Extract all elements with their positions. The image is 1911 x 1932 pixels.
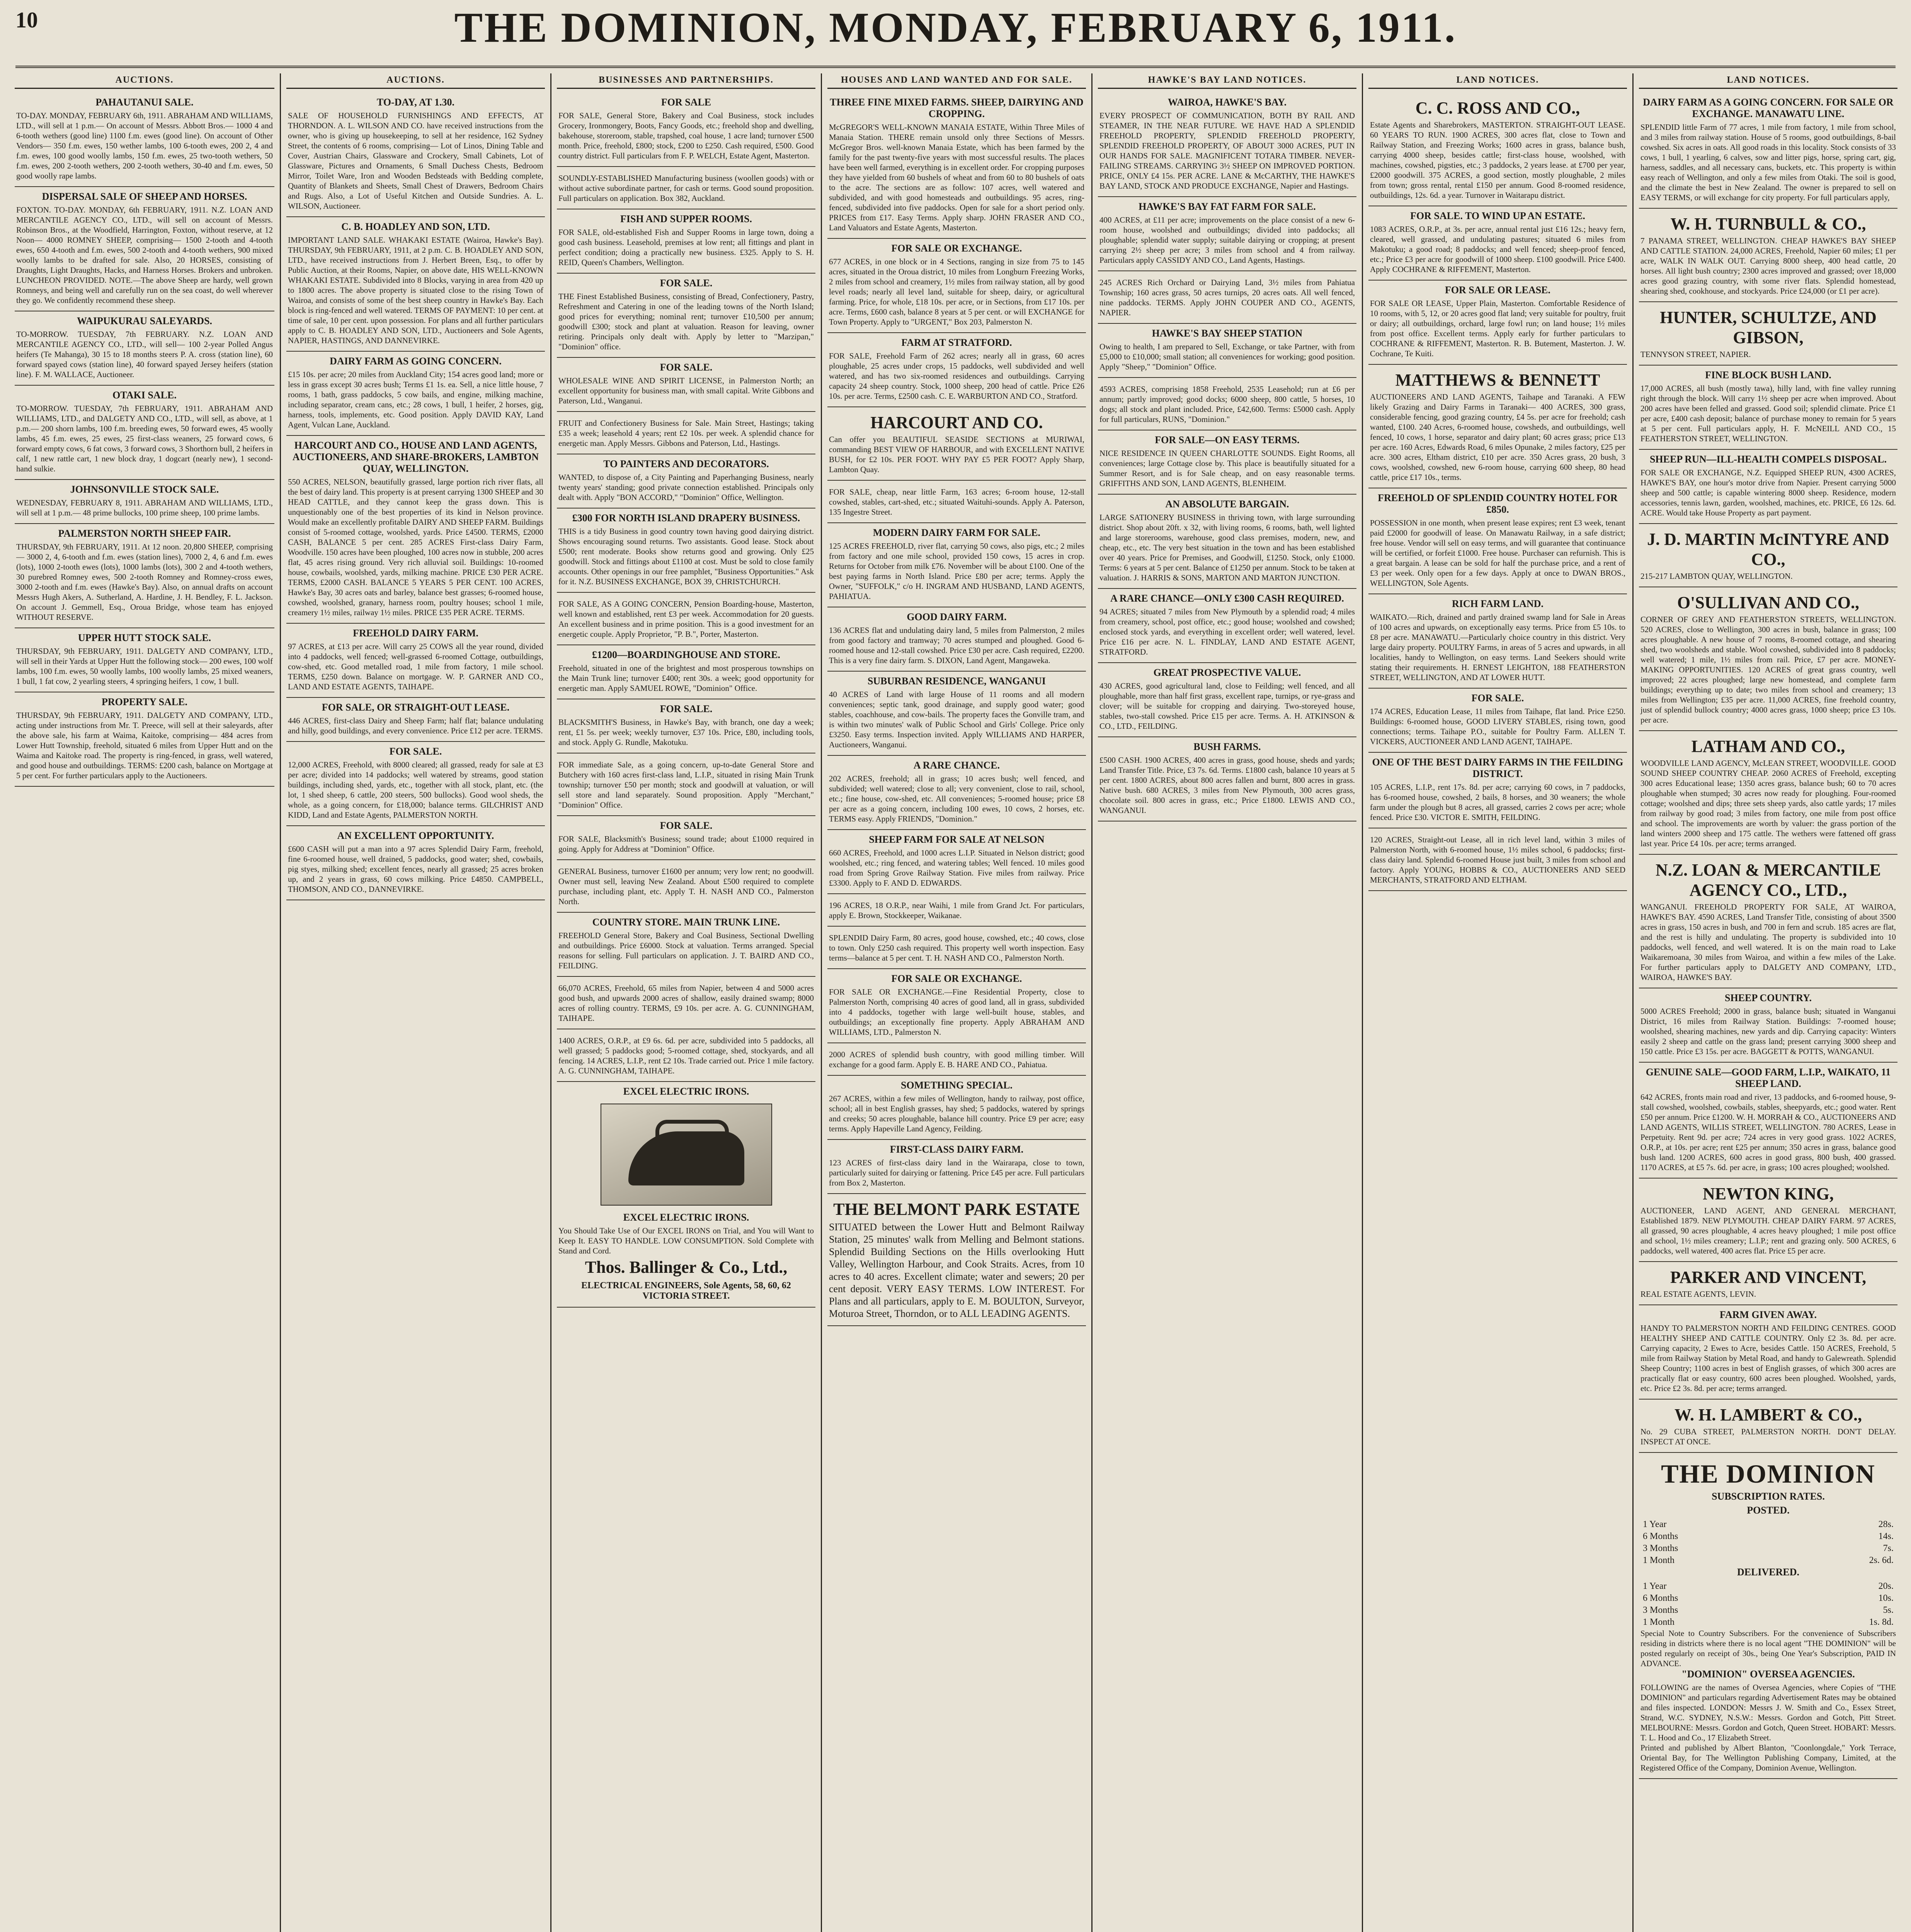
ad-title: LATHAM AND CO.,	[1691, 737, 1845, 756]
ad-body: 215-217 LAMBTON QUAY, WELLINGTON.	[1640, 571, 1793, 581]
classified-ad	[286, 93, 545, 217]
rate-period: 1 Month	[1643, 1555, 1675, 1565]
ad-title: WAIPUKURAU SALEYARDS.	[77, 315, 213, 327]
ad-body: Freehold, situated in one of the brightest and most prosperous townships on the Main Trunk line; turnover £400; rent 30s. a week; good opportunity for energetic man. Apply SAMUEL ROWE, "Dominion" Office.	[558, 663, 814, 693]
classified-ad	[827, 756, 1086, 830]
table-row	[1640, 1531, 1896, 1543]
classified-ad	[1368, 753, 1627, 828]
classified-ad	[1368, 206, 1627, 281]
ad-body: 7 PANAMA STREET, WELLINGTON. CHEAP HAWKE'S BAY SHEEP AND CATTLE STATION. 24,000 ACRES, Freehold, Napier 60 miles; £1 per acre, WALK IN WALK OUT. Carrying 8000 sheep, 400 head cattle, 20 horses. All light bush country; 2300 acres improved and grassed; over 18,000 acres good grazing country, with some river flats. Splendid homestead, shearing shed, cookhouse, and stockyards. Price £24,000 (or £1 per acre).	[1640, 236, 1896, 296]
ad-body: CORNER OF GREY AND FEATHERSTON STREETS, WELLINGTON. 520 ACRES, close to Wellington, 300 acres in bush, balance in grass; 100 acres ploughable. A new house of 7 rooms, 8-roomed cottage, and shearing shed, two woolsheds and stable. Wool cowshed, subdivided into 8 paddocks; well watered; 1 mile, 1½ miles from rail. Price, £7 per acre. MONEY-MAKING OPPORTUNITIES. 120 ACRES of great grass country, well improved; 22 acres ploughed; large new homestead, and complete farm buildings; everything up to date; two miles from school and creamery; 13 miles from Wellington; £35 per acre. 11,000 ACRES, fine freehold country, just of splendid bullock country; 4000 acres grass, 1000 sheep; price £3 10s. per acre.	[1640, 615, 1896, 724]
classified-ad	[827, 1076, 1086, 1140]
classified-ad	[827, 333, 1086, 407]
classified-ad	[557, 593, 815, 645]
masthead-rule	[15, 66, 1896, 68]
rate-period: 3 Months	[1643, 1605, 1678, 1615]
ad-body: WANGANUI. FREEHOLD PROPERTY FOR SALE, AT WAIROA, HAWKE'S BAY. 4590 ACRES, Land Transfer Title, consisting of about 3500 acres in grass, 150 acres in bush, and 700 in fern and scrub. 185 acres are flat, and the rest is hilly and undulating. The property is subdivided into 10 paddocks, well fenced, and well watered. It is on the main road to Lake Waikaremoana, 30 miles from Wairoa, and within a few miles of the Lake. For further particulars apply to DALGETY AND COMPANY, LTD., WAIROA, HAWKE'S BAY.	[1640, 902, 1896, 982]
classified-ad	[1098, 663, 1356, 737]
classified-ad	[557, 860, 815, 913]
classified-ad	[827, 969, 1086, 1043]
ad-body: £600 CASH will put a man into a 97 acres Splendid Dairy Farm, freehold, fine 6-roomed house, well drained, 5 paddocks, good water; shed, cowbails, pig styes, milking shed; excellent fences, nearly all grassed; 25 acres broken up, and 2 years in grass, 60 cows milking. Price £4850. CAMPBELL, THOMSON, AND CO., DANNEVIRKE.	[288, 844, 543, 894]
classified-ad	[827, 1140, 1086, 1194]
ad-title: BUSH FARMS.	[1193, 741, 1261, 752]
classified-ad	[15, 311, 274, 386]
classified-ad	[557, 209, 815, 274]
ad-title: FOR SALE.	[389, 746, 442, 757]
ad-body: IMPORTANT LAND SALE. WHAKAKI ESTATE (Wairoa, Hawke's Bay). THURSDAY, 9th FEBRUARY, 1911, at 2 p.m. C. B. HOADLEY AND SON, LTD., have received instructions from J. Herbert Breen, Esq., to offer by Public Auction, at their Rooms, Napier, on above date, HIS WELL-KNOWN WHAKAKI ESTATE. Subdivided into 8 Blocks, varying in area from 420 up to 1800 acres. The above property is situated close to the rising Town of Wairoa, and consists of some of the best sheep country in Hawke's Bay. Each block is ring-fenced and well watered. TERMS OF PAYMENT: 10 per cent. at time of sale, 10 per cent. upon possession. For plans and all further particulars apply to C. B. HOADLEY AND SON, LTD., Auctioneers and Sole Agents, NAPIER, HASTINGS, AND DANNEVIRKE.	[288, 235, 543, 345]
rate-period: 6 Months	[1643, 1531, 1678, 1541]
classified-ad	[1639, 1063, 1897, 1179]
ad-body: No. 29 CUBA STREET, PALMERSTON NORTH. DON'T DELAY. INSPECT AT ONCE.	[1640, 1427, 1896, 1446]
classified-ad	[15, 93, 274, 187]
ad-body: BLACKSMITH'S Business, in Hawke's Bay, with branch, one day a week; rent, £1 5s. per week; weekly turnover, £37 10s. Price, £80, including tools, and stock. Apply G. Rundle, Makotuku.	[558, 718, 814, 747]
ad-body: TO-MORROW. TUESDAY, 7th FEBRUARY, 1911. ABRAHAM AND WILLIAMS, LTD., and DALGETY AND CO., LTD., will sell, as above, at 1 p.m.— 200 shorn lambs, 100 f.m. breeding ewes, 50 forward ewes, 45 woolly lambs, 45 f.m. ewes, 25 ewes, 25 first-class weaners, 25 forward cows, 6 forward empty cows, 6 fat cows, 3 forward cows, 3 Shorthorn bull, 2 heifers in calf, 1 new rattle cart, 1 new block dray, 1 dogcart (nearly new), 1 second-hand sulkie.	[16, 404, 273, 473]
ad-body: HANDY TO PALMERSTON NORTH AND FEILDING CENTRES. GOOD HEALTHY SHEEP AND CATTLE COUNTRY. Only £2 3s. 8d. per acre. Carrying capacity, 2 Ewes to Acre, besides Cattle. 150 ACRES, Freehold, 5 mile from Railway Station by Metal Road, and handy to Galewreath. Splendid Sheep Country; 1100 acres in best of English grasses, of which 300 acres are practically flat or easy country, 600 acres been ploughed. Woolshed, yards, etc. Price £2 3s. 8d. per acre; terms arranged.	[1640, 1323, 1896, 1393]
ad-body: TENNYSON STREET, NAPIER.	[1640, 350, 1751, 359]
ad-title: SHEEP RUN—ILL-HEALTH COMPELS DISPOSAL.	[1649, 454, 1887, 465]
ad-body: 12,000 ACRES, Freehold, with 8000 cleared; all grassed, ready for sale at £3 per acre; divided into 14 paddocks; well watered by streams, good station buildings, including shed, yards, etc., together with all stock, plant, etc. (the lot, 1 shed sheep, 6 cattle, 200 steers, 500 bullocks). Good wool sheds, the whole, as a going concern, for £18,000; balance terms. GILCHRIST AND KIDD, Land and Estate Agents, PALMERSTON NORTH.	[288, 760, 543, 820]
ad-body: AUCTIONEER, LAND AGENT, AND GENERAL MERCHANT, Established 1879. NEW PLYMOUTH. CHEAP DAIRY FARM. 97 ACRES, all grassed, 90 acres ploughable, 4 acres heavy ploughed; 1 mile post office and school, 1½ miles creamery; L.I.P.; rent and grazing only. 500 ACRES, 6 paddocks, well watered, 400 acres flat. Price £5 per acre.	[1640, 1206, 1896, 1255]
ad-body: FOR SALE, General Store, Bakery and Coal Business, stock includes Grocery, Ironmongery, Boots, Fancy Goods, etc.; freehold shop and dwelling, bakehouse, storeroom, stable, trapshed, coal house, 1 acre land; turnover £500 month. Price, freehold, £800; stock, £200 to £250. Cash required, £500. Good country district. Full particulars from F. P. WELCH, Estate Agent, Masterton.	[558, 111, 814, 160]
ad-body: 202 ACRES, freehold; all in grass; 10 acres bush; well fenced, and subdivided; well watered; close to all; very convenient, close to rail, school, etc.; fine house, cow-shed, etc. All conveniences; 5-roomed house; price £8 per acre as a going concern, including 100 ewes, 10 cows, 2 horses, etc. TERMS easy. Apply FRIENDS, "Dominion."	[829, 774, 1084, 823]
ad-body: £15 10s. per acre; 20 miles from Auckland City; 154 acres good land; more or less in grass except 30 acres bush; Terms £1 1s. ea. Sell, a nice little house, 7 rooms, 1 bath, grass paddocks, 5 cow bails, and engine, milking machine, including separator, cream cans, etc.; 28 cows, 1 bull, 1 heifer, 2 horses, gig, harness, tools, implements, etc. Good position. Apply DAVID KAY, Land Agent, Vulcan Lane, Auckland.	[288, 370, 543, 429]
ad-body: SPLENDID little Farm of 77 acres, 1 mile from factory, 1 mile from school, and 3 miles from railway station. House of 5 rooms, good outbuildings, 8-bail cowshed. Six acres in oats. All good roads in this locality. Stock consists of 33 cows, 1 bull, 1 yearling, 6 calves, sow and litter pigs, horse, spring cart, gig, harness, saddles, and all necessary cans, buckets, etc. This property is within easy reach of Wellington, and only a few miles from Otaki. The soil is good, and the climate the best in New Zealand. The owner is prepared to sell on EASY TERMS, or will exchange for city property. For full particulars apply,	[1640, 122, 1896, 202]
classified-ad	[1639, 450, 1897, 524]
ad-title: TO PAINTERS AND DECORATORS.	[603, 458, 769, 469]
ad-body: WHOLESALE WINE AND SPIRIT LICENSE, in Palmerston North; an excellent opportunity for business man, with small capital. Write Gibbons and Paterson, Ltd., Wanganui.	[558, 376, 814, 405]
ad-body: FRUIT and Confectionery Business for Sale. Main Street, Hastings; taking £35 a week; leasehold 4 years; rent £2 10s. per week. A splendid chance for energetic man. Apply Messrs. Gibbons and Paterson, Ltd., Hastings.	[558, 418, 814, 448]
ad-title: W. H. TURNBULL & CO.,	[1670, 214, 1866, 233]
ad-body: 196 ACRES, 18 O.R.P., near Waihi, 1 mile from Grand Jct. For particulars, apply E. Brown, Stockkeeper, Waikanae.	[829, 901, 1084, 920]
column-5	[1091, 73, 1362, 1932]
column-heading: AUCTIONS.	[286, 73, 545, 89]
ad-body: SPLENDID Dairy Farm, 80 acres, good house, cowshed, etc.; 40 cows, close to town. Only £250 cash required. This property well worth inspection. Easy terms—balance at 5 per cent. T. H. NASH AND CO., Palmerston North.	[829, 933, 1084, 963]
ad-title: A RARE CHANCE.	[913, 760, 1000, 771]
classified-ad	[557, 274, 815, 358]
iron-ad-body: You Should Take Use of Our EXCEL IRONS on Trial, and You will Want to Keep It. EASY TO HANDLE. LOW CONSUMPTION. Sold Complete with Stand and Cord.	[558, 1226, 814, 1255]
classified-ad	[557, 412, 815, 454]
rate-price: 7s.	[1883, 1543, 1894, 1553]
classified-ad	[1639, 1305, 1897, 1400]
ad-body: NICE RESIDENCE IN QUEEN CHARLOTTE SOUNDS. Eight Rooms, all conveniences; large Cottage close by. This place is beautifully situated for a Summer Resort, and is for Sale cheap, and on easy reasonable terms. GRIFFITHS AND SON, LAND AGENTS, BLENHEIM.	[1099, 449, 1355, 488]
classified-ad	[1639, 209, 1897, 302]
ad-title: RICH FARM LAND.	[1452, 598, 1544, 609]
ad-title: SHEEP FARM FOR SALE AT NELSON	[869, 834, 1045, 845]
ad-title: PAHAUTANUI SALE.	[95, 97, 194, 108]
ad-title: O'SULLIVAN AND CO.,	[1677, 593, 1860, 612]
classified-ad	[827, 523, 1086, 607]
column-6	[1362, 73, 1632, 1932]
ad-body: 4593 ACRES, comprising 1858 Freehold, 2535 Leasehold; run at £6 per annum; partly improved; good docks; 6000 sheep, 800 cattle, 5 horses, 10 dogs; all stock and plant included. Price, £42,600. Terms: £5000 cash. Apply for full particulars, RUNS, "Dominion."	[1099, 384, 1355, 424]
ad-body: 94 ACRES; situated 7 miles from New Plymouth by a splendid road; 4 miles from creamery, school, post office, etc.; good house; woolshed and cowshed; enclosed stock yards, and everything in excellent order; well watered, level. Price £16 per acre. N. L. FINDLAY, LAND AND ESTATE AGENT, STRATFORD.	[1099, 607, 1355, 656]
classified-ad	[1098, 93, 1356, 197]
ad-body: Owing to health, I am prepared to Sell, Exchange, or take Partner, with from £5,000 to £10,000; small station; all conveniences for working; good position. Apply "Sheep," "Dominion" Office.	[1099, 342, 1355, 371]
ad-body: WAIKATO.—Rich, drained and partly drained swamp land for Sale in Areas of 100 acres and upwards, on exceptionally easy terms. Price from £5 10s. to £8 per acre. MANAWATU.—Particularly choice country in this district. Very large dairy property. POULTRY Farms, in areas of 5 acres and upwards, in all localities, handy to Wellington, on easy terms. Land Seekers should write stating their requirements. H. ERNEST LEIGHTON, 188 FEATHERSTON STREET, WELLINGTON, AND AT LOWER HUTT.	[1370, 612, 1625, 682]
ad-title: HAWKE'S BAY SHEEP STATION	[1152, 328, 1303, 339]
subscription-title: THE DOMINION	[1661, 1459, 1875, 1488]
iron-ad-footer: ELECTRICAL ENGINEERS, Sole Agents, 58, 60, 62 VICTORIA STREET.	[581, 1281, 791, 1301]
iron-ad-subtitle: EXCEL ELECTRIC IRONS.	[623, 1212, 749, 1223]
ad-title: HUNTER, SCHULTZE, AND GIBSON,	[1660, 308, 1877, 347]
ad-body: 66,070 ACRES, Freehold, 65 miles from Napier, between 4 and 5000 acres good bush, and upwards 2000 acres of shallow, easily drained swamp; 8000 acres of rolling country. TERMS, £9 10s. per acre. A. G. CUNNINGHAM, TAIHAPE.	[558, 983, 814, 1023]
column-7	[1632, 73, 1903, 1932]
column-heading: AUCTIONS.	[15, 73, 274, 89]
ad-title: TO-DAY, AT 1.30.	[376, 97, 455, 108]
classified-ad	[557, 1029, 815, 1082]
ad-body: THIS is a tidy Business in good country town having good dairying district. Shows encouraging sound returns. Two assistants. Good lease. Stock about £500; rent moderate. Books show returns good and growing. Only £25 goodwill. Stock and fittings about £1100 at cost. Must be sold to close family accounts. Other openings in our free pamphlet, "Business Opportunities." Ask for it. N.Z. BUSINESS EXCHANGE, BOX 39, CHRISTCHURCH.	[558, 527, 814, 586]
ad-title: GENUINE SALE—GOOD FARM, L.I.P., WAIKATO, 11 SHEEP LAND.	[1646, 1066, 1891, 1089]
ad-body: REAL ESTATE AGENTS, LEVIN.	[1640, 1289, 1756, 1299]
rate-period: 1 Month	[1643, 1617, 1675, 1627]
classified-ad	[1639, 524, 1897, 587]
ad-body: 17,000 ACRES, all bush (mostly tawa), hilly land, with fine valley running right through the block. Will carry 1½ sheep per acre when improved. About 200 acres have been felled and grassed. Good soil; splendid climate. Price £1 per acre, £400 cash deposit; balance of purchase money to remain for 5 years at 5 per cent. Full particulars apply, H. F. McNEILL AND CO., 15 FEATHERSTON STREET, WELLINGTON.	[1640, 384, 1896, 443]
classified-ad	[1639, 302, 1897, 366]
ad-title: SOMETHING SPECIAL.	[901, 1080, 1013, 1091]
ad-body: LARGE SATIONERY BUSINESS in thriving town, with large surrounding district. Shop about 20ft. x 32, with living rooms, 6 rooms, bath, well lighted and large storerooms, warehouse, good class premises, modern, new, and cheap, etc., etc. The very best situation in the town and has been established over 40 years. Price for Premises, and Goodwill, £1250. Stock, only £1000. Terms: 6 years at 5 per cent. Balance of £1250 per annum. Stock to be taken at valuation. J. HARRIS & SONS, MARTON AND MARTON JUNCTION.	[1099, 513, 1355, 582]
classified-ad	[1098, 495, 1356, 589]
classified-ad	[557, 753, 815, 816]
classified-ad	[1639, 366, 1897, 450]
iron-ad-top-title: EXCEL ELECTRIC IRONS.	[623, 1086, 749, 1097]
table-row	[1640, 1543, 1896, 1554]
ad-title: AN ABSOLUTE BARGAIN.	[1165, 498, 1289, 510]
ad-title: MODERN DAIRY FARM FOR SALE.	[873, 527, 1041, 538]
classified-ad	[827, 481, 1086, 523]
ad-title: MATTHEWS & BENNETT	[1395, 371, 1600, 389]
classified-ad	[557, 816, 815, 860]
belmont-body: SITUATED between the Lower Hutt and Belmont Railway Station, 25 minutes' walk from Melling and Belmont stations. Splendid Building Sections on the Hills overlooking Hutt Valley, Wellington Harbour, and Cook Straits. Acres, from 10 acres to 40 acres. Excellent climate; water and sewers; 20 per cent deposit. VERY EASY TERMS. LOW INTEREST. For Plans and all particulars, apply to E. M. BOULTON, Surveyor, Moturoa Street, Thorndon, or to ALL LEADING AGENTS.	[829, 1221, 1084, 1319]
ad-body: FREEHOLD General Store, Bakery and Coal Business, Sectional Dwelling and outbuildings. Price £6000. Stock at valuation. Terms arranged. Special reasons for selling. Full particulars on application. J. T. BAIRD AND CO., FEILDING.	[558, 931, 814, 970]
classified-ad	[286, 436, 545, 624]
rate-period: 1 Year	[1643, 1519, 1667, 1529]
ad-title: DAIRY FARM AS GOING CONCERN.	[330, 355, 502, 367]
ad-body: 123 ACRES of first-class dairy land in the Wairarapa, close to town, particularly suited for dairying or fattening. Price £45 per acre. Full particulars from Box 2, Masterton.	[829, 1158, 1084, 1187]
classified-ad	[1098, 737, 1356, 821]
ad-body: FOXTON. TO-DAY. MONDAY, 6th FEBRUARY, 1911. N.Z. LOAN AND MERCANTILE AGENCY CO., LTD., will sell on account of Messrs. Robinson Bros., at the Woodfield, Harrington, Foxton, without reserve, at 12 Noon— 4000 ROMNEY SHEEP, comprising— 1500 2-tooth and 4-tooth ewes, 650 4-tooth and f.m. ewes, 500 2-tooth and 4-tooth wethers, 900 mixed woolly lambs to be drafted for sale. Also, 20 HORSES, consisting of Draughts, Light Draughts, Hacks, and Harness Horses. Brokers and unbroken. LUNCHEON PROVIDED. NOTE.—The above Sheep are hardy, well grown Romneys, and being well and carefully run on the sea coast, do well wherever they go. We confidently recommend these sheep.	[16, 205, 273, 305]
printer-imprint: Printed and published by Albert Blanton, "Coonlongdale," York Terrace, Oriental Bay, for The Wellington Publishing Company, Limited, at the Registered Office of the Company, Dominion Avenue, Wellington.	[1640, 1743, 1896, 1772]
ad-body: FOR SALE, cheap, near little Farm, 163 acres; 6-room house, 12-stall cowshed, stables, cart-shed, etc.; situated Waituhi-sounds. Apply A. Paterson, 135 Ingestre Street.	[829, 487, 1084, 517]
iron-ad-company: Thos. Ballinger & Co., Ltd.,	[585, 1258, 788, 1277]
classified-ad	[557, 509, 815, 593]
ad-body: FOR SALE OR EXCHANGE, N.Z. Equipped SHEEP RUN, 4300 ACRES, HAWKE'S BAY, one hour's motor drive from Napier. Present carrying 5000 sheep and 500 cattle; is capable wintering 8000 sheep. Residence, modern accessories, tennis lawn, garden, woolshed, machines, etc. PRICE, £6 12s. 6d. ACRE. Would take House Property as part payment.	[1640, 468, 1896, 517]
ad-title: FOR SALE.	[660, 277, 713, 289]
ad-title: FOR SALE.	[1471, 692, 1524, 704]
classified-ad	[15, 524, 274, 628]
ad-body: 125 ACRES FREEHOLD, river flat, carrying 50 cows, also pigs, etc.; 2 miles from factory and one mile school, provided 150 cows, 15 acres in crop. Returns for October from milk £76. November will be about £100. One of the best paying farms in North Island. Price £80 per acre; terms. Apply the Owner, "SUFFOLK," c/o H. INGRAM AND HUSBAND, LAND AGENTS, PAHIATUA.	[829, 541, 1084, 601]
classified-ad	[1368, 93, 1627, 206]
ad-body: WANTED, to dispose of, a City Painting and Paperhanging Business, nearly twenty years' standing; good private connection established. Principals only dealt with. Apply "BON ACCORD," "Dominion" Office, Wellington.	[558, 473, 814, 502]
column-heading: HOUSES AND LAND WANTED AND FOR SALE.	[827, 73, 1086, 89]
ad-body: THURSDAY, 9th FEBRUARY, 1911. DALGETY AND COMPANY, LTD., acting under instructions from Mr. T. Preece, will sell at their saleyards, after the above sale, his farm at Waima, Kaitoke, comprising— 484 acres from Lower Hutt Township, freehold, situated 6 miles from Upper Hutt and on the Waima and Kaitoke road. The property is ring-fenced, in grass, well watered, and good house and outbuildings. TERMS: £200 cash, balance on Mortgage at 5 per cent. For further particulars apply to the Auctioneers.	[16, 711, 273, 780]
ad-body: FOR SALE OR LEASE, Upper Plain, Masterton. Comfortable Residence of 10 rooms, with 5, 12, or 20 acres good flat land; very suitable for poultry, fruit or dairy; all outbuildings, orchard, large fowl run; on land house; 1½ miles from post office. Excellent terms. Apply early for further particulars to COCHRANE & RIFFEMENT, Masterton. R. B. Butement, Masterton. J. W. Cochrane, Te Kuiti.	[1370, 299, 1625, 358]
ad-body: 97 ACRES, at £13 per acre. Will carry 25 COWS all the year round, divided into 4 paddocks, well fenced; well-grassed 6-roomed Cottage, outbuildings, cow-shed, etc. Good metalled road, 1 mile from factory, 1 mile school. TERMS, £250 down. Balance on mortgage. W. P. GARNER AND CO., LAND AND ESTATE AGENTS, TAIHAPE.	[288, 642, 543, 691]
classified-ad	[557, 699, 815, 753]
classified-ad	[286, 742, 545, 826]
ad-title: WAIROA, HAWKE'S BAY.	[1167, 97, 1287, 108]
ad-body: 642 ACRES, fronts main road and river, 13 paddocks, and 6-roomed house, 9-stall cowshed, woolshed, cowbails, stables, sheepyards, etc.; good water. Rent £50 per annum. Price £1200. W. H. MORRAH & CO., AUCTIONEERS AND LAND AGENTS, WILLIS STREET, WELLINGTON. 780 ACRES, Lease in Perpetuity. Rent 9d. per acre; 724 acres in very good grass. 1022 ACRES, O.R.P., at 10s. per acre; rent £25 per annum; 350 acres in grass, balance good bush land. 1200 ACRES, 600 acres in good grass, 800 bush, 400 grassed. 1170 ACRES, at £5 7s. 6d. per acre, in grass; 100 acres ploughed; woolshed.	[1640, 1092, 1896, 1172]
ad-title: PROPERTY SALE.	[101, 696, 188, 707]
ad-body: 40 ACRES of Land with large House of 11 rooms and all modern conveniences; septic tank, good drainage, and supply good water; good stables, coachhouse, and cow-bails. The property faces the Gonville tram, and is within two minutes' walk of Public School and Girls' College. Price only £3250. Easy terms. Inspection invited. Apply WILLIAMS AND HARPER, Auctioneers, Wanganui.	[829, 690, 1084, 749]
belmont-park-estate-ad	[827, 1194, 1086, 1326]
ad-body: WEDNESDAY, FEBRUARY 8, 1911. ABRAHAM AND WILLIAMS, LTD., will sell at 1 p.m.— 48 prime bullocks, 100 prime sheep, 100 prime lambs.	[16, 498, 273, 517]
rate-price: 28s.	[1878, 1519, 1894, 1529]
classified-ad	[827, 407, 1086, 481]
classified-ad	[1639, 587, 1897, 731]
classified-ad	[1368, 828, 1627, 891]
ad-title: FOR SALE. TO WIND UP AN ESTATE.	[1410, 210, 1585, 221]
ad-title: C. B. HOADLEY AND SON, LTD.	[341, 221, 490, 232]
classified-ad	[1368, 689, 1627, 753]
ad-body: POSSESSION in one month, when present lease expires; rent £3 week, tenant paid £2000 for goodwill of lease. On Manawatu Railway, in a safe district; free house. Vendor will sell on easy terms, and will guarantee that continuance will be certified, or forfeit £1000. Free house. Purchaser can refurnish. This is a great bargain. A lease can be sold for half the purchase price, and a rent of £3 per week. Only open for a few days. Apply at once to DWAN BROS., WELLINGTON, Sole Agents.	[1370, 518, 1625, 588]
ad-body: FOR immediate Sale, as a going concern, up-to-date General Store and Butchery with 160 acres first-class land, L.I.P., situated in rising Main Trunk township; turnover £50 per month; stock and goodwill at valuation, or will sell store and land separately. Sound proposition. Apply "Merchant," "Dominion" Office.	[558, 760, 814, 810]
ad-body: FOR SALE, Blacksmith's Business; sound trade; about £1000 required in going. Apply for Address at "Dominion" Office.	[558, 834, 814, 854]
posted-label: POSTED.	[1747, 1505, 1790, 1516]
classified-ad	[15, 480, 274, 524]
classified-ad	[1639, 1262, 1897, 1305]
ad-body: 267 ACRES, within a few miles of Wellington, handy to railway, post office, school; all in best English grasses, hay shed; 5 paddocks, watered by springs and creeks; 50 acres ploughable, balance hill country. Price £9 per acre; easy terms. Apply Hapeville Land Agency, Feilding.	[829, 1094, 1084, 1133]
classified-ad	[1639, 1179, 1897, 1262]
classified-ad	[1639, 93, 1897, 209]
ad-title: £1200—BOARDINGHOUSE AND STORE.	[592, 649, 781, 660]
ad-title: FARM AT STRATFORD.	[901, 337, 1012, 348]
classified-ad	[827, 607, 1086, 672]
ad-body: FOR SALE, AS A GOING CONCERN, Pension Boarding-house, Masterton, well known and established, rent £3 per week. Accommodation for 20 guests. An excellent business and in prime position. This is a good investment for an energetic couple. Apply Proprietor, "P. B.", Porter, Masterton.	[558, 599, 814, 639]
ad-body: WOODVILLE LAND AGENCY, McLEAN STREET, WOODVILLE. GOOD SOUND SHEEP COUNTRY CHEAP. 2060 ACRES of Freehold, excepting 300 acres Educational lease; 1350 acres grass, balance bush; 60 to 70 acres ploughable when stumped; 30 acres now ready for ploughing. Four-roomed cottage; woolshed and dips; three sets sheep yards, also cattle yards; 17 miles from railway by good road; 3 miles from factory, one mile from post office and school. The improvements are worth by valuer: the grass portion of the land winters 2000 sheep and 175 cattle. The wethers were fattened off grass last year. Price £4 10s. per acre; terms arranged.	[1640, 759, 1896, 848]
column-2	[280, 73, 550, 1932]
column-3	[550, 73, 821, 1932]
ad-title: SHEEP COUNTRY.	[1725, 992, 1812, 1003]
ad-title: FREEHOLD OF SPLENDID COUNTRY HOTEL FOR £850.	[1378, 492, 1618, 515]
table-row	[1640, 1519, 1896, 1531]
ad-title: N.Z. LOAN & MERCANTILE AGENCY CO., LTD.,	[1655, 861, 1881, 900]
subscription-note: Special Note to Country Subscribers. For the convenience of Subscribers residing in districts where there is no local agent "THE DOMINION" will be posted regularly on receipt of 30s., being One Year's Subscription, PAID IN ADVANCE.	[1640, 1629, 1896, 1668]
ad-body: 1083 ACRES, O.R.P., at 3s. per acre, annual rental just £16 12s.; heavy fern, cleared, well grassed, and undulating pastures; situated 6 miles from Makotuku; a good road; 8 paddocks; and well fenced; sheep-proof fenced, etc.; Price £3 per acre for goodwill of 1000 sheep. £100 goodwill. Price £400. Apply COCHRANE & RIFFEMENT, Masterton.	[1370, 224, 1625, 274]
ad-body: FOR SALE, Freehold Farm of 262 acres; nearly all in grass, 60 acres ploughable, 25 acres under crops, 15 paddocks, well subdivided and well watered, and has two six-roomed residences and outbuildings. Carrying capacity 24 sheep country. Stock, 1000 sheep, 200 head of cattle. Price £26 10s. per acre. Terms, £2500 cash. C. E. WARBURTON AND CO., Stratford.	[829, 351, 1084, 401]
ad-body: Estate Agents and Sharebrokers, MASTERTON. STRAIGHT-OUT LEASE. 60 YEARS TO RUN. 1900 ACRES, 300 acres flat, close to Town and Railway Station, and Freezing Works; 1600 acres in grass, balance bush, carrying 4000 sheep, besides cattle; first-class house, woolshed, with machines, cowshed, pigsties, etc.; 3 paddocks, 2 years lease. at £700 per year, £2000 goodwill. 375 ACRES, a good section, mostly ploughable, 2 miles from town; gross rental, rental £150 per annum. Good 8-roomed residence, outbuildings, 12s. 6d. a year. Turnover in Waitarapu district.	[1370, 120, 1625, 200]
ad-body: FOR SALE OR EXCHANGE.—Fine Residential Property, close to Palmerston North, comprising 40 acres of good land, all in grass, subdivided into 4 paddocks, together with large well-built house, stables, and outbuildings; an exceptionally fine property. Apply ABRAHAM AND WILLIAMS, LTD., Palmerston N.	[829, 987, 1084, 1037]
ad-body: 430 ACRES, good agricultural land, close to Feilding; well fenced, and all ploughable, more than half first grass, excellent rape, turnips, or rye-grass and clover; will be suitable for cropping and dairying. Two-storeyed house, stables, two-stall cowshed. Price £15 per acre. Terms. A. H. ATKINSON & CO., LTD., FEILDING.	[1099, 681, 1355, 731]
ad-body: TO-DAY. MONDAY, FEBRUARY 6th, 1911. ABRAHAM AND WILLIAMS, LTD., will sell at 1 p.m.— On account of Messrs. Abbott Bros.— 1000 4 and 6-tooth wethers (good line) 1100 f.m. ewes (good line). On account of Other Vendors— 350 f.m. ewes, 150 wether lambs, 100 6-tooth ewes, 200 2, 4 and f.m. ewes, 100 good woolly lambs, 150 f.m. ewes, 25 two-tooth wethers, 50 f.m. ewes, 200 2-tooth wethers, 200 2-tooth wethers, 30-40 and f.m. ewes, 50 good woolly rape lambs.	[16, 111, 273, 180]
classified-ad	[827, 927, 1086, 969]
ad-body: 446 ACRES, first-class Dairy and Sheep Farm; half flat; balance undulating and hilly, good buildings, and every convenience. Price £12 per acre. TERMS.	[288, 716, 543, 735]
electric-iron-illustration	[601, 1104, 772, 1206]
ad-title: JOHNSONVILLE STOCK SALE.	[70, 484, 219, 495]
agencies-body: FOLLOWING are the names of Oversea Agencies, where Copies of "THE DOMINION" and particulars regarding Advertisement Rates may be obtained and files inspected. LONDON: Messrs J. W. Smith and Co., Essex Street, Strand, W.C. SYDNEY, N.S.W.: Messrs. Gordon and Gotch, Pitt Street. MELBOURNE: Messrs. Gordon and Gotch, Queen Street. HOBART: Messrs. T. L. Hood and Co., 17 Elizabeth Street.	[1640, 1683, 1896, 1742]
ad-title: PALMERSTON NORTH SHEEP FAIR.	[58, 528, 231, 539]
classified-ad	[1368, 488, 1627, 594]
table-row	[1640, 1616, 1896, 1628]
masthead-title: THE DOMINION, MONDAY, FEBRUARY 6, 1911.	[454, 4, 1457, 51]
ad-title: FREEHOLD DAIRY FARM.	[353, 628, 478, 639]
ad-body: 105 ACRES, L.I.P., rent 17s. 8d. per acre; carrying 60 cows, in 7 paddocks, has 6-roomed house, cowshed, 2 bails, 8 horses, and 30 weaners; the whole farm under the plough but 8 acres, all grassed, carries 2 cows per acre; whole fenced. Price £30. VICTOR E. SMITH, FEILDING.	[1370, 782, 1625, 822]
iron-body-shape	[628, 1131, 744, 1185]
classified-ad	[15, 386, 274, 480]
ad-title: FOR SALE, OR STRAIGHT-OUT LEASE.	[322, 702, 510, 713]
classified-ad	[1098, 378, 1356, 430]
ad-body: SALE OF HOUSEHOLD FURNISHINGS AND EFFECTS, AT THORNDON. A. L. WILSON AND CO. have received instructions from the owner, who is giving up housekeeping, to sell at her residence, 162 Sydney Street, the contents of 6 rooms, comprising— Lot of Linos, Dining Table and Cover, Austrian Chairs, Glassware and Crockery, Small Cabinets, Lot of Glassware, Pictures and Ornaments, 6 Small Duchess Chests, Bedroom Mirror, Toilet Ware, Iron and Wooden Bedsteads with Bedding complete, Quantity of Blankets and Sheets, Small Chest of Drawers, Bedroom Chairs and Rugs. Also, a Lot of Useful Kitchen and Outside Sundries. A. L. WILSON, Auctioneer.	[288, 111, 543, 211]
classified-ad	[1639, 855, 1897, 988]
classified-ad	[827, 1043, 1086, 1076]
classified-ad	[1639, 988, 1897, 1063]
ad-title: THREE FINE MIXED FARMS. SHEEP, DAIRYING AND CROPPING.	[830, 97, 1084, 119]
ad-title: ONE OF THE BEST DAIRY FARMS IN THE FEILDING DISTRICT.	[1372, 757, 1623, 779]
rate-price: 20s.	[1878, 1581, 1894, 1591]
ad-body: FOR SALE, old-established Fish and Supper Rooms in large town, doing a good cash business. Leasehold, premises at low rent; all fittings and plant in perfect condition; doing a practically new business. £325. Apply to S. H. REID, Queen's Chambers, Wellington.	[558, 228, 814, 267]
ad-title: FOR SALE OR EXCHANGE.	[891, 243, 1022, 254]
agencies-title: "DOMINION" OVERSEA AGENCIES.	[1681, 1668, 1855, 1680]
classified-ad	[557, 167, 815, 209]
classified-ad	[15, 187, 274, 311]
classified-ad	[827, 830, 1086, 894]
rate-price: 1s. 8d.	[1869, 1617, 1894, 1627]
classified-ad	[286, 624, 545, 698]
classified-ad	[557, 93, 815, 167]
ad-title: DAIRY FARM AS A GOING CONCERN. FOR SALE OR EXCHANGE. MANAWATU LINE.	[1643, 97, 1894, 119]
ad-body: 660 ACRES, Freehold, and 1000 acres L.I.P. Situated in Nelson district; good woolshed, etc.; ring fenced, and watering tables; Well fenced. 10 miles good road from Spring Grove Railway Station. Five miles from railway. Price £3300. Apply to F. AND D. EDWARDS.	[829, 848, 1084, 888]
ad-title: FOR SALE OR EXCHANGE.	[891, 973, 1022, 984]
ad-title: FOR SALE OR LEASE.	[1445, 284, 1551, 296]
classified-ad	[286, 826, 545, 900]
classified-ad	[15, 628, 274, 692]
rate-price: 5s.	[1883, 1605, 1894, 1615]
ad-title: FIRST-CLASS DAIRY FARM.	[890, 1144, 1024, 1155]
classified-ad	[286, 217, 545, 352]
ad-title: FOR SALE—ON EASY TERMS.	[1155, 434, 1300, 446]
ad-title: FOR SALE	[661, 97, 711, 108]
ad-title: AN EXCELLENT OPPORTUNITY.	[337, 830, 494, 841]
ad-body: 5000 ACRES Freehold; 2000 in grass, balance bush; situated in Wanganui District, 16 miles from Railway Station. Buildings: 7-roomed house; woolshed, shearing machines, new yards and dip. Carrying capacity: Winters easily 2 sheep and cattle on the grass land; present carrying 3000 sheep and 150 cattle. Price £3 15s. per acre. BAGGETT & POTTS, WANGANUI.	[1640, 1007, 1896, 1056]
ad-title: GREAT PROSPECTIVE VALUE.	[1153, 667, 1301, 678]
classified-ad	[15, 692, 274, 787]
classified-ad	[557, 913, 815, 977]
ad-body: 120 ACRES, Straight-out Lease, all in rich level land, within 3 miles of Palmerston North, with 6-roomed house, 1½ miles school, 6 paddocks; first-class dairy land. Splendid 6-roomed House just built, 3 miles from school and factory. Apply YOUNG, HOBBS & CO., AUCTIONEERS AND SEED MERCHANTS, STRATFORD AND ELTHAM.	[1370, 835, 1625, 884]
rate-price: 14s.	[1878, 1531, 1894, 1541]
ad-body: 245 ACRES Rich Orchard or Dairying Land, 3½ miles from Pahiatua Township; 160 acres grass, 50 acres turnips, 20 acres oats. All well fenced, nine paddocks. TERMS. Apply JOHN COUPER AND CO., AGENTS, NAPIER.	[1099, 278, 1355, 317]
ad-body: McGREGOR'S WELL-KNOWN MANAIA ESTATE, Within Three Miles of Manaia Station. THERE remain unsold only three Sections of Messrs. McGregor Bros. well-known Manaia Estate, which has been farmed by the family for the past twenty-five years with most successful results. The places have been well farmed, everything is in excellent order. For cropping purposes they have yielded from 60 bushels of wheat and from 60 to 80 bushels of oats to the acre. The sections are as follow: 107 acres, well watered and subdivided, and with good homesteads and outbuildings. 95 acres, ring-fenced, subdivided into five paddocks. Open for sale for a short period only. PRICES from £17. Easy Terms. Apply sharp. JOHN FRASER AND CO., Land Valuators and Estate Agents, Masterton.	[829, 122, 1084, 232]
ad-title: W. H. LAMBERT & CO.,	[1674, 1405, 1862, 1424]
classified-ad	[557, 977, 815, 1029]
ad-title: PARKER AND VINCENT,	[1670, 1268, 1867, 1287]
classified-ad	[557, 645, 815, 699]
rate-price: 10s.	[1878, 1593, 1894, 1603]
ad-body: AUCTIONEERS AND LAND AGENTS, Taihape and Taranaki. A FEW likely Grazing and Dairy Farms in Taranaki— 400 ACRES, 300 grass, considerable fencing, good grazing country, £4 5s. per acre for freehold; cash wanted, £100. 240 Acres, 6-roomed house, cowsheds, and outbuildings, well fenced, 10 cows, 1 horse, separator and dairy plant; 60 acres grass; price £13 per acre. 160 Acres, Edwards Road, 6 miles Opunake, 2 miles factory, £25 per acre. 300 acres, Eltham district, £10 per acre. 350 Acres grass, 20 bush, 3 cows, woolshed, cowshed, new 6-room house, carrying 600 sheep, 80 head cattle, price £17 10s., terms.	[1370, 392, 1625, 482]
classified-ad	[1098, 589, 1356, 663]
ad-title: FINE BLOCK BUSH LAND.	[1705, 369, 1831, 381]
ad-body: 1400 ACRES, O.R.P., at £9 6s. 6d. per acre, subdivided into 5 paddocks, all well grassed; 5 paddocks good; 5-roomed cottage, shed, stockyards, and all fencing. 14 ACRES, L.I.P., rent £2 10s. Trade carried out. Price 1 mile factory. A. G. CUNNINGHAM, TAIHAPE.	[558, 1036, 814, 1075]
rate-period: 3 Months	[1643, 1543, 1678, 1553]
classified-ad	[1368, 365, 1627, 488]
ad-title: FOR SALE.	[660, 703, 713, 714]
classified-ad	[1368, 594, 1627, 689]
classified-ad	[557, 358, 815, 412]
ad-title: HARCOURT AND CO.	[870, 413, 1043, 432]
ad-body: 677 ACRES, in one block or in 4 Sections, ranging in size from 75 to 145 acres, situated in the Oroua district, 10 miles from Longburn Freezing Works, 2 miles from school and creamery, 1½ miles from railway station, all by good level roads; nearly all level land, suitable for sheep, dairy, or agricultural farming. Price, for whole, £18 10s. per acre, or in Sections, from £17 10s. per acre. Terms, £600 cash, balance 8 years at 5 per cent. or will EXCHANGE for Town Property. Apply to "URGENT," Box 203, Palmerston N.	[829, 257, 1084, 327]
rate-price: 2s. 6d.	[1869, 1555, 1894, 1565]
classified-ad	[1098, 197, 1356, 271]
classified-ad	[827, 672, 1086, 756]
ad-title: GOOD DAIRY FARM.	[907, 611, 1007, 622]
classified-ad	[1098, 430, 1356, 495]
column-1	[9, 73, 280, 1932]
rate-period: 6 Months	[1643, 1593, 1678, 1603]
classified-ad	[1368, 281, 1627, 365]
ad-title: NEWTON KING,	[1702, 1184, 1834, 1203]
ad-body: £500 CASH. 1900 ACRES, 400 acres in grass, good house, sheds and yards; Land Transfer Title. Price, £3 7s. 6d. Terms. £1800 cash, balance 10 years at 5 per cent. 1800 ACRES, about 800 acres fallen and burnt, 800 acres in grass. Native bush. 680 ACRES, 3 miles from New Plymouth, 300 acres grass, chocolate soil. 800 acres in grass, etc.; Price £1800. LEWIS AND CO., WANGANUI.	[1099, 755, 1355, 815]
ad-title: COUNTRY STORE. MAIN TRUNK LINE.	[592, 917, 780, 928]
classified-ad	[286, 352, 545, 436]
ad-body: 136 ACRES flat and undulating dairy land, 5 miles from Palmerston, 2 miles from good factory and tramway; 70 acres stumped and ploughed. Good 6-roomed house and 12-stall cowshed. Price £30 per acre. Cash required, £2200. This is a very fine dairy farm. S. DIXON, Land Agent, Mangaweka.	[829, 626, 1084, 665]
ad-body: 400 ACRES, at £11 per acre; improvements on the place consist of a new 6-room house, woolshed and outbuildings; divided into paddocks; all ploughable; splendid water supply; suitable dairying or cropping; at present carrying 2½ sheep per acre; 3 miles from school and 4 from railway. Particulars apply CASSIDY AND CO., Land Agents, Hastings.	[1099, 215, 1355, 265]
belmont-title: THE BELMONT PARK ESTATE	[833, 1200, 1080, 1219]
delivered-label: DELIVERED.	[1737, 1566, 1800, 1578]
ad-title: J. D. MARTIN McINTYRE AND CO.,	[1647, 530, 1889, 569]
posted-rates-table	[1640, 1519, 1896, 1566]
ad-body: THE Finest Established Business, consisting of Bread, Confectionery, Pastry, Refreshment and Catering in one of the leading towns of the North Island; good prices for everything; nominal rent; turnover £10,500 per annum; goodwill £300; stock and plant at valuation. Reason for leaving, owner retiring. Principals only dealt with. Apply by letter to "Marzipan," "Dominion" office.	[558, 292, 814, 351]
classified-ad	[827, 93, 1086, 239]
table-row	[1640, 1604, 1896, 1616]
classified-ad	[286, 698, 545, 742]
ad-title: FISH AND SUPPER ROOMS.	[620, 213, 752, 224]
subscription-rates-box	[1639, 1453, 1897, 1779]
ad-body: TO-MORROW. TUESDAY, 7th FEBRUARY. N.Z. LOAN AND MERCANTILE AGENCY CO., LTD., will sell— 100 2-year Polled Angus heifers (Te Mahanga), 30 15 to 18 months steers P. A. cross (station line), 60 forward spayed cows (station line), 40 forward spayed Jersey heifers (station line). F. M. WALLACE, Auctioneer.	[16, 330, 273, 379]
ad-body: 550 ACRES, NELSON, beautifully grassed, large portion rich river flats, all the best of dairy land. This property is at present carrying 1300 SHEEP and 30 HEAD CATTLE, and they cannot keep the grass down. This is unquestionably one of the best properties of its kind in Nelson province. Would make an excellently profitable DAIRY AND SHEEP FARM. Buildings consist of 5-roomed cottage, woolshed, yards. Price £4500. TERMS, £2000 CASH, BALANCE 5 per cent. 285 ACRES First-class Dairy Farm, Woodville. 150 acres have been ploughed, 100 acres now in stubble, 200 acres flat, 45 acres rising ground. Very rich alluvial soil. Buildings: 10-roomed house, cowbails, woolshed, yards, milking machine. PRICE £30 PER ACRE. TERMS, £2000 CASH. BALANCE 5 YEARS 5 PER CENT. 100 ACRES, Hawke's Bay, 30 acres oats and barley, balance best grasses; 6-roomed house, cowshed, woolshed, granary, harness room, poultry houses; school 1 mile, creamery 1½ miles, railway 1½ miles. PRICE £35 PER ACRE. TERMS.	[288, 477, 543, 617]
classified-ad	[557, 454, 815, 509]
page-number: 10	[15, 7, 38, 32]
column-heading: LAND NOTICES.	[1368, 73, 1627, 89]
classified-ad	[1098, 271, 1356, 324]
ad-title: £300 FOR NORTH ISLAND DRAPERY BUSINESS.	[572, 512, 800, 524]
rate-period: 1 Year	[1643, 1581, 1667, 1591]
electric-iron-ad	[557, 1082, 815, 1308]
ad-body: GENERAL Business, turnover £1600 per annum; very low rent; no goodwill. Owner must sell, leaving New Zealand. About £500 required to complete purchase, including plant, etc. Apply T. H. NASH AND CO., Palmerston North.	[558, 867, 814, 906]
table-row	[1640, 1592, 1896, 1604]
ad-title: HAWKE'S BAY FAT FARM FOR SALE.	[1138, 201, 1316, 212]
ad-body: 174 ACRES, Education Lease, 11 miles from Taihape, flat land. Price £250. Buildings: 6-roomed house, GOOD LIVERY STABLES, rising town, good connections; terms. Taihape P.O., suitable for Poultry Farm. ALLEN T. VICKERS, AUCTIONEER AND LAND AGENT, TAIHAPE.	[1370, 707, 1625, 746]
delivered-rates-table	[1640, 1580, 1896, 1628]
column-heading: LAND NOTICES.	[1639, 73, 1897, 89]
column-heading: BUSINESSES AND PARTNERSHIPS.	[557, 73, 815, 89]
table-row	[1640, 1554, 1896, 1566]
column-heading: HAWKE'S BAY LAND NOTICES.	[1098, 73, 1356, 89]
ad-title: FARM GIVEN AWAY.	[1719, 1309, 1817, 1320]
ad-body: 2000 ACRES of splendid bush country, with good milling timber. Will exchange for a good farm. Apply E. B. HARE AND CO., Pahiatua.	[829, 1050, 1084, 1069]
classified-ad	[1639, 1400, 1897, 1453]
classified-ad	[827, 894, 1086, 927]
classified-ad	[827, 239, 1086, 333]
ad-body: THURSDAY, 9th FEBRUARY, 1911. At 12 noon. 20,800 SHEEP, comprising— 3000 2, 4, 6-tooth and f.m. ewes (station lines), 7000 2, 4, 6 and f.m. ewes (lots), 1000 2-tooth ewes (lots), 1000 lambs (lots), 300 2 and 4-tooth wethers, 30 purebred Romney ewes, 500 2-tooth Romney and Romney-cross ewes, 3000 2-tooth and f.m. ewes (Hawke's Bay). Also, on annual drafts on account Messrs Hugh Akers, A. Sutherland, A. Hardine, J. H. Bendley, F. L. Jackson. On account J. Gemmell, Esq., Oroua Bridge, whose team has enjoyed WITHOUT RESERVE.	[16, 542, 273, 622]
ad-title: FOR SALE.	[660, 820, 713, 831]
classified-ad	[1639, 731, 1897, 855]
ad-body: SOUNDLY-ESTABLISHED Manufacturing business (woollen goods) with or without active subordinate partner, for cash or terms. Good sound proposition. Full particulars on application. Box 382, Auckland.	[558, 173, 814, 203]
ad-title: HARCOURT AND CO., HOUSE AND LAND AGENTS, AUCTIONEERS, AND SHARE-BROKERS, LAMBTON QUAY, WELLINGTON.	[292, 440, 539, 474]
column-4	[821, 73, 1091, 1932]
ad-title: A RARE CHANCE—ONLY £300 CASH REQUIRED.	[1110, 593, 1344, 604]
ad-title: DISPERSAL SALE OF SHEEP AND HORSES.	[42, 191, 247, 202]
table-row	[1640, 1580, 1896, 1592]
ad-title: UPPER HUTT STOCK SALE.	[78, 632, 211, 643]
ad-body: Can offer you BEAUTIFUL SEASIDE SECTIONS at MURIWAI, commanding BEST VIEW OF HARBOUR, and with EXCELLENT NATIVE BUSH, for £2 10s. PER FOOT. WHY PAY £5 PER FOOT? Apply Sharp, Lambton Quay.	[829, 435, 1084, 474]
ad-title: C. C. ROSS AND CO.,	[1415, 99, 1580, 117]
ad-body: THURSDAY, 9th FEBRUARY, 1911. DALGETY AND COMPANY, LTD., will sell in their Yards at Upper Hutt the following stock— 200 ewes, 100 wolf lambs, 100 f.m. ewes, 50 woolly lambs, 100 woolly lambs, 25 mixed weaners, 1 bull, 1 fat cow, 2 yearling steers, 4 springing heifers, 1 cow, 1 bull.	[16, 646, 273, 686]
classified-ad	[1098, 324, 1356, 378]
ad-title: FOR SALE.	[660, 362, 713, 373]
ad-body: EVERY PROSPECT OF COMMUNICATION, BOTH BY RAIL AND STEAMER, IN THE NEAR FUTURE. WE HAVE HAD A SPLENDID FREEHOLD PROPERTY, SPLENDID FREEHOLD PROPERTY, SPLENDID FREEHOLD PROPERTY, OF ABOUT 3000 ACRES, PUT IN OUR HANDS FOR SALE. MAGNIFICENT TOTARA TIMBER. NEVER-FAILING STREAMS. CARRYING 3½ SHEEP ON IMPROVED PORTION. PRICE, ONLY £4 15s. PER ACRE. LANE & McCARTHY, THE HAWKE'S BAY LAND, STOCK AND PRODUCE EXCHANGE, Napier and Hastings.	[1099, 111, 1355, 190]
ad-title: OTAKI SALE.	[112, 389, 177, 401]
ad-title: SUBURBAN RESIDENCE, WANGANUI	[867, 675, 1046, 687]
subscription-subtitle: SUBSCRIPTION RATES.	[1712, 1491, 1825, 1502]
